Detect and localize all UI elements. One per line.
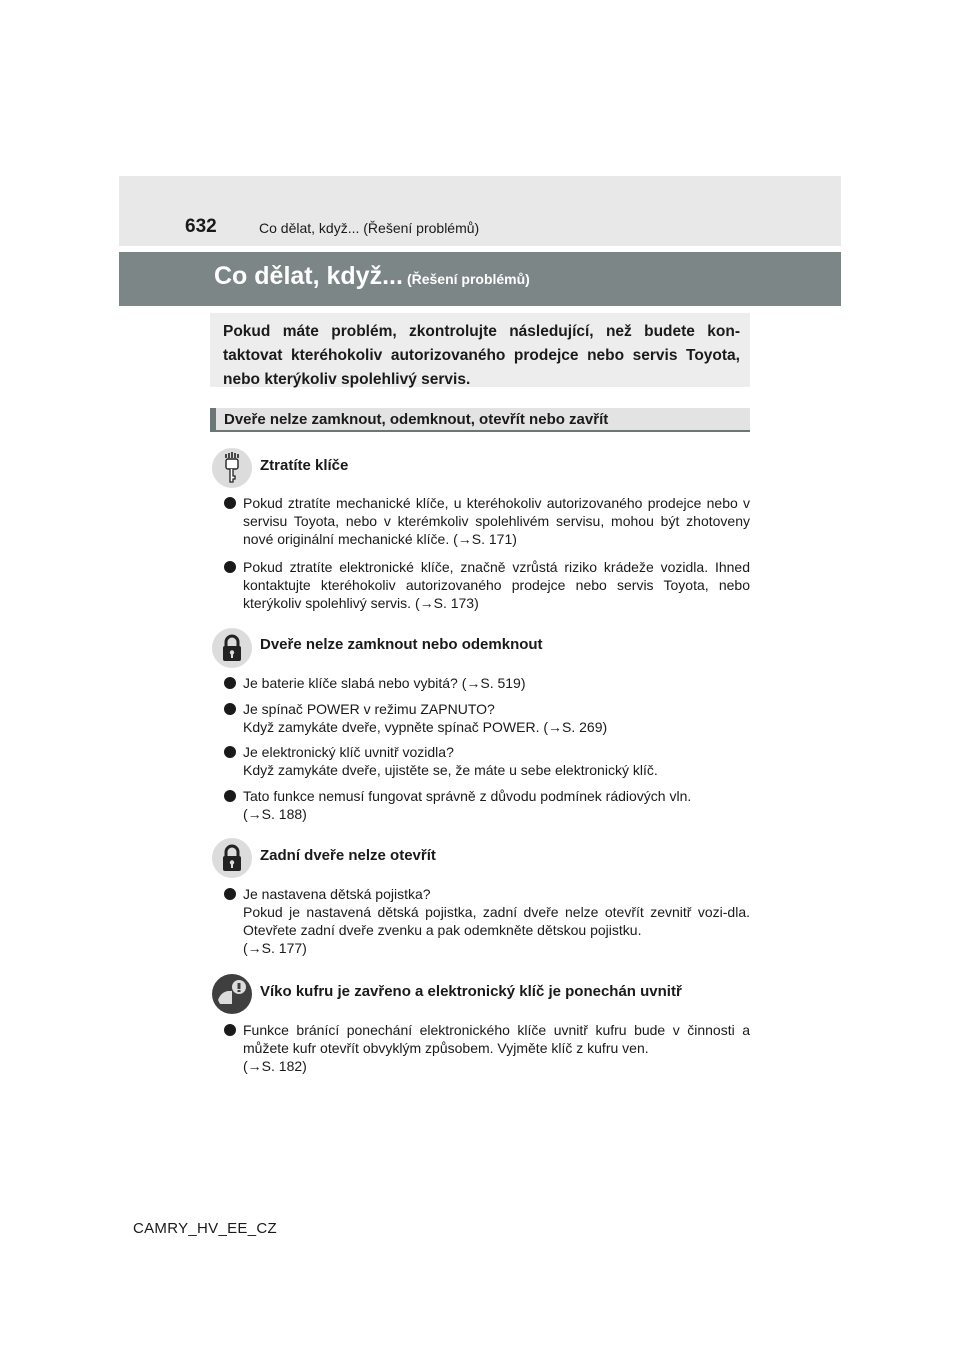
topic-title-trunk-key-inside: Víko kufru je zavřeno a elektronický klíč je ponechán uvnitř <box>260 983 682 1000</box>
page-title-main: Co dělat, když... <box>214 262 403 290</box>
page-title <box>214 262 530 291</box>
trunk-key-icon <box>212 974 252 1014</box>
list-item <box>224 885 750 957</box>
list-item-text: Je elektronický klíč uvnitř vozidla? Když zamykáte dveře, ujistěte se, že máte u sebe elektronický klíč. <box>243 744 658 778</box>
list-item-text: Pokud ztratíte elektronické klíče, značně vzrůstá riziko krádeže vozidla. Ihned kontaktujte kteréhokoliv autorizovaného prodejce nebo servis Toyota, nebo kterýkoliv spolehlivý servis. (→S. 173) <box>243 559 750 611</box>
bullet-dot <box>224 497 236 509</box>
section-heading: Dveře nelze zamknout, odemknout, otevřít nebo zavřít <box>210 408 750 432</box>
bullet-dot <box>224 746 236 758</box>
list-item-text: Pokud ztratíte mechanické klíče, u kteréhokoliv autorizovaného prodejce nebo v servisu Toyota, nebo v kterémkoliv spolehlivém servisu, mohou být zhotoveny nové originální mechanické klíče. (→S. 171) <box>243 495 750 547</box>
lock-icon <box>212 838 252 878</box>
list-item <box>224 743 750 779</box>
page-number: 632 <box>185 216 217 237</box>
lock-icon <box>212 628 252 668</box>
list-item <box>224 787 750 823</box>
footer-document-code: CAMRY_HV_EE_CZ <box>133 1220 277 1237</box>
list-item-text: Tato funkce nemusí fungovat správně z důvodu podmínek rádiových vln. (→S. 188) <box>243 788 692 822</box>
list-item-text: Je spínač POWER v režimu ZAPNUTO? Když zamykáte dveře, vypněte spínač POWER. (→S. 269) <box>243 701 608 735</box>
intro-box: Pokud máte problém, zkontrolujte následující, než budete kon-taktovat kteréhokoliv autorizovaného prodejce nebo servis Toyota, nebo kterýkoliv spolehlivý servis. <box>210 313 750 387</box>
bullet-dot <box>224 677 236 689</box>
list-item-text: Funkce bránící ponechání elektronického klíče uvnitř kufru bude v činnosti a můžete kufr otevřít obvyklým způsobem. Vyjměte klíč z kufru ven. (→S. 182) <box>243 1022 750 1074</box>
bullet-dot <box>224 790 236 802</box>
topic-title-lost-keys: Ztratíte klíče <box>260 457 349 474</box>
bullet-dot <box>224 888 236 900</box>
bullet-dot <box>224 561 236 573</box>
list-item <box>224 494 750 548</box>
running-head: Co dělat, když... (Řešení problémů) <box>259 220 480 236</box>
page-title-sub: (Řešení problémů) <box>406 271 530 287</box>
list-item <box>224 700 750 736</box>
bullet-dot <box>224 703 236 715</box>
list-item-text: Je nastavena dětská pojistka? Pokud je nastavená dětská pojistka, zadní dveře nelze otevřít zevnitř vozi-dla. Otevřete zadní dveře zvenku a pak odemkněte dětskou pojistku. (→S. 177) <box>243 886 750 956</box>
list-item <box>224 558 750 612</box>
list-item <box>224 1021 750 1075</box>
header-band <box>119 176 841 246</box>
list-item <box>224 674 750 692</box>
topic-title-cannot-lock: Dveře nelze zamknout nebo odemknout <box>260 636 543 653</box>
bullet-dot <box>224 1024 236 1036</box>
topic-title-rear-door: Zadní dveře nelze otevřít <box>260 847 436 864</box>
list-item-text: Je baterie klíče slabá nebo vybitá? (→S. 519) <box>243 675 526 691</box>
key-icon <box>212 448 252 488</box>
